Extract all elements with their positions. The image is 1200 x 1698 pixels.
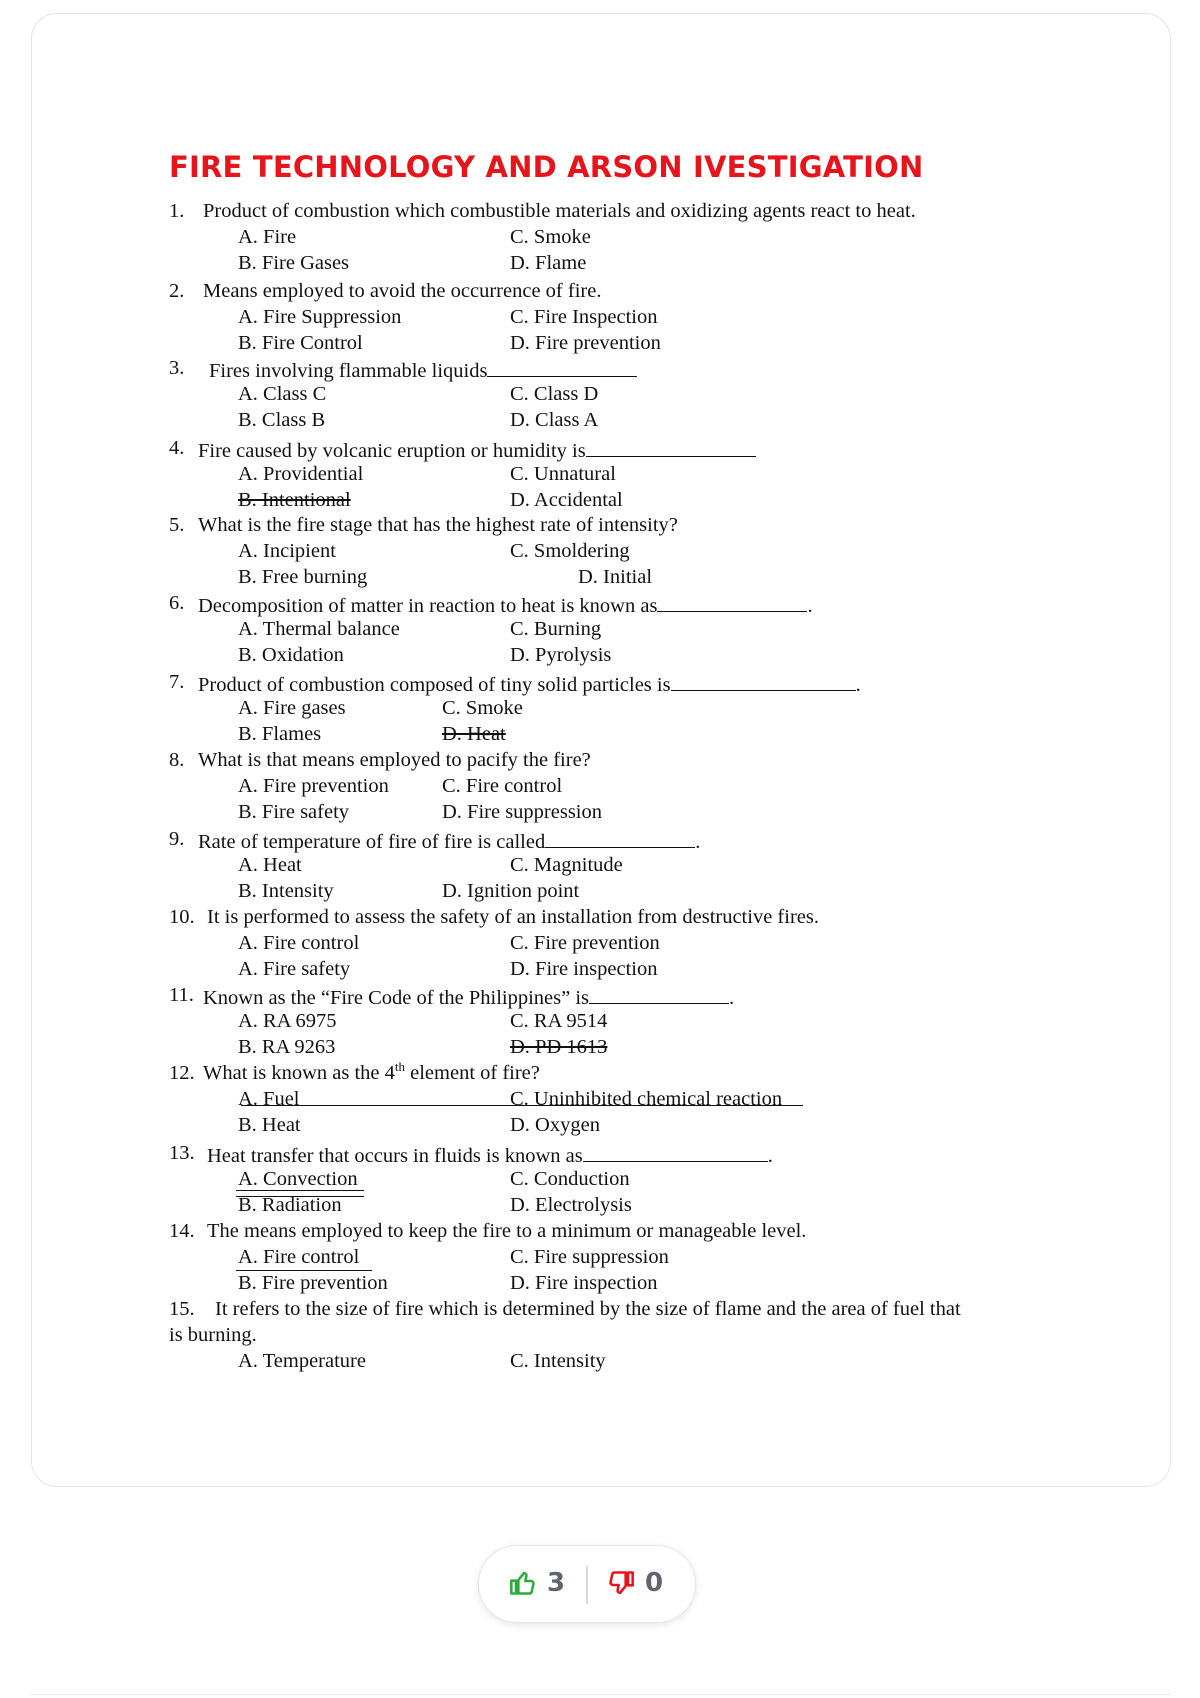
vote-divider [586, 1566, 588, 1604]
question-number: 4. [169, 437, 185, 459]
answer-option: D. Accidental [510, 489, 623, 511]
pen-mark [236, 1196, 364, 1197]
answer-blank [589, 983, 729, 1004]
answer-option: B. Fire Control [238, 332, 363, 354]
vote-widget [478, 1545, 696, 1623]
question-number: 14. [169, 1220, 195, 1242]
question-number: 8. [169, 749, 185, 771]
question-stem: It refers to the size of fire which is determined by the size of flame and the area of fuel that [215, 1298, 961, 1320]
question-text [198, 827, 700, 854]
question-text [203, 279, 601, 303]
answer-option: A. Class C [238, 383, 327, 405]
question-tail: . [767, 1145, 773, 1167]
answer-option: A. Fire prevention [238, 775, 389, 797]
answer-option: C. Smoke [442, 697, 523, 719]
answer-option: A. Fire control [238, 1246, 360, 1268]
answer-option: A. Temperature [238, 1350, 366, 1372]
answer-option: D. PD 1613 [510, 1036, 608, 1058]
question-stem: Fires involving flammable liquids [209, 360, 488, 382]
answer-blank [487, 356, 637, 377]
answer-option: B. Free burning [238, 566, 368, 588]
answer-option: C. Fire control [442, 775, 563, 797]
answer-option: A. Fire [238, 226, 297, 248]
question-stem: Product of combustion which combustible materials and oxidizing agents react to heat. [203, 200, 916, 222]
question-tail: . [695, 831, 701, 853]
question-number: 12. [169, 1062, 195, 1084]
answer-option: D. Heat [442, 723, 506, 745]
question-number: 13. [169, 1142, 195, 1164]
answer-option: C. RA 9514 [510, 1010, 608, 1032]
answer-option: C. Intensity [510, 1350, 606, 1372]
question-stem: What is the fire stage that has the highest rate of intensity? [198, 514, 678, 536]
answer-option: D. Oxygen [510, 1114, 600, 1136]
answer-option: B. Oxidation [238, 644, 344, 666]
question-text [198, 513, 678, 537]
answer-option: B. Intentional [238, 489, 351, 511]
pen-mark [236, 1190, 364, 1191]
question-text [198, 670, 861, 697]
pen-mark [241, 1105, 803, 1106]
thumbs-up-icon [509, 1569, 537, 1597]
answer-option: C. Fire suppression [510, 1246, 669, 1268]
question-stem: Heat transfer that occurs in fluids is known as [207, 1145, 583, 1167]
footer-divider [31, 1694, 1171, 1695]
question-stem: Rate of temperature of fire of fire is called [198, 831, 546, 853]
question-text-sup: th [394, 1059, 405, 1075]
question-stem: Fire caused by volcanic eruption or humidity is [198, 440, 586, 462]
answer-option: C. Fire Inspection [510, 306, 658, 328]
answer-option: B. Intensity [238, 880, 334, 902]
question-stem: The means employed to keep the fire to a minimum or manageable level. [207, 1220, 807, 1242]
upvote-button[interactable] [509, 1568, 565, 1598]
question-text [198, 436, 756, 463]
answer-option: A. Fuel [238, 1088, 300, 1110]
question-number: 9. [169, 828, 185, 850]
question-number: 5. [169, 514, 185, 536]
question-stem: Means employed to avoid the occurrence of fire. [203, 280, 602, 302]
question-tail: . [807, 595, 813, 617]
answer-option: B. Fire Gases [238, 252, 350, 274]
question-text-pre: What is known as the 4 [203, 1062, 395, 1084]
question-number: 11. [169, 984, 194, 1006]
question-text [207, 905, 819, 929]
question-text [207, 1219, 806, 1243]
answer-option: B. Fire prevention [238, 1272, 388, 1294]
answer-option: D. Initial [578, 566, 653, 588]
answer-option: D. Electrolysis [510, 1194, 632, 1216]
answer-option: B. RA 9263 [238, 1036, 336, 1058]
answer-option: C. Conduction [510, 1168, 630, 1190]
answer-option: A. Fire gases [238, 697, 346, 719]
question-tail: . [729, 987, 735, 1009]
question-number: 15. [169, 1298, 195, 1320]
answer-option: A. Fire control [238, 932, 360, 954]
upvote-count: 3 [547, 1568, 566, 1598]
answer-option: B. Flames [238, 723, 322, 745]
answer-option: A. Heat [238, 854, 302, 876]
answer-blank [583, 1141, 768, 1162]
question-stem: Product of combustion composed of tiny solid particles is [198, 674, 671, 696]
question-stem: Decomposition of matter in reaction to heat is known as [198, 595, 658, 617]
answer-option: A. Convection [238, 1168, 358, 1190]
question-stem: What is that means employed to pacify the fire? [198, 749, 591, 771]
question-number: 1. [169, 200, 185, 222]
answer-option: A. Thermal balance [238, 618, 400, 640]
answer-option: B. Class B [238, 409, 326, 431]
question-text-post: element of fire? [405, 1062, 540, 1084]
question-number: 3. [169, 357, 185, 379]
thumbs-down-icon [607, 1569, 635, 1597]
question-tail: . [855, 674, 861, 696]
question-number: 7. [169, 671, 185, 693]
question-text [203, 983, 734, 1010]
answer-option: A. Providential [238, 463, 364, 485]
downvote-count: 0 [645, 1568, 664, 1598]
question-text [203, 1061, 540, 1085]
question-number: 10. [169, 906, 195, 928]
question-text-continued: is burning. [169, 1324, 257, 1346]
answer-blank [657, 591, 807, 612]
answer-option: C. Smoldering [510, 540, 630, 562]
answer-option: B. Fire safety [238, 801, 350, 823]
question-text [215, 1297, 961, 1321]
answer-option: D. Fire suppression [442, 801, 603, 823]
document-title: FIRE TECHNOLOGY AND ARSON IVESTIGATION [169, 150, 924, 184]
question-text [203, 199, 916, 223]
question-text [209, 356, 637, 383]
answer-option: A. Incipient [238, 540, 336, 562]
answer-option: D. Fire prevention [510, 332, 661, 354]
answer-option: D. Ignition point [442, 880, 580, 902]
answer-option: C. Unnatural [510, 463, 616, 485]
answer-option: C. Smoke [510, 226, 591, 248]
answer-option: D. Fire inspection [510, 1272, 658, 1294]
question-stem: Known as the “Fire Code of the Philippines” is [203, 987, 590, 1009]
answer-option: C. Magnitude [510, 854, 623, 876]
question-text [198, 748, 591, 772]
answer-option: C. Fire prevention [510, 932, 660, 954]
answer-option: A. RA 6975 [238, 1010, 337, 1032]
answer-option: B. Heat [238, 1114, 301, 1136]
answer-option: D. Flame [510, 252, 587, 274]
pen-mark [236, 1270, 372, 1271]
question-text [207, 1141, 773, 1168]
downvote-button[interactable] [607, 1568, 663, 1598]
answer-blank [545, 827, 695, 848]
answer-option: A. Fire Suppression [238, 306, 402, 328]
question-number: 6. [169, 592, 185, 614]
answer-blank [671, 670, 856, 691]
answer-blank [586, 436, 756, 457]
answer-option: D. Pyrolysis [510, 644, 612, 666]
answer-option: C. Class D [510, 383, 599, 405]
answer-option: B. Radiation [238, 1194, 342, 1216]
answer-option: D. Class A [510, 409, 599, 431]
answer-option: C. Burning [510, 618, 602, 640]
question-text [198, 591, 813, 618]
answer-option: C. Uninhibited chemical reaction [510, 1088, 783, 1110]
answer-option: A. Fire safety [238, 958, 351, 980]
answer-option: D. Fire inspection [510, 958, 658, 980]
question-number: 2. [169, 280, 185, 302]
question-stem: It is performed to assess the safety of an installation from destructive fires. [207, 906, 819, 928]
